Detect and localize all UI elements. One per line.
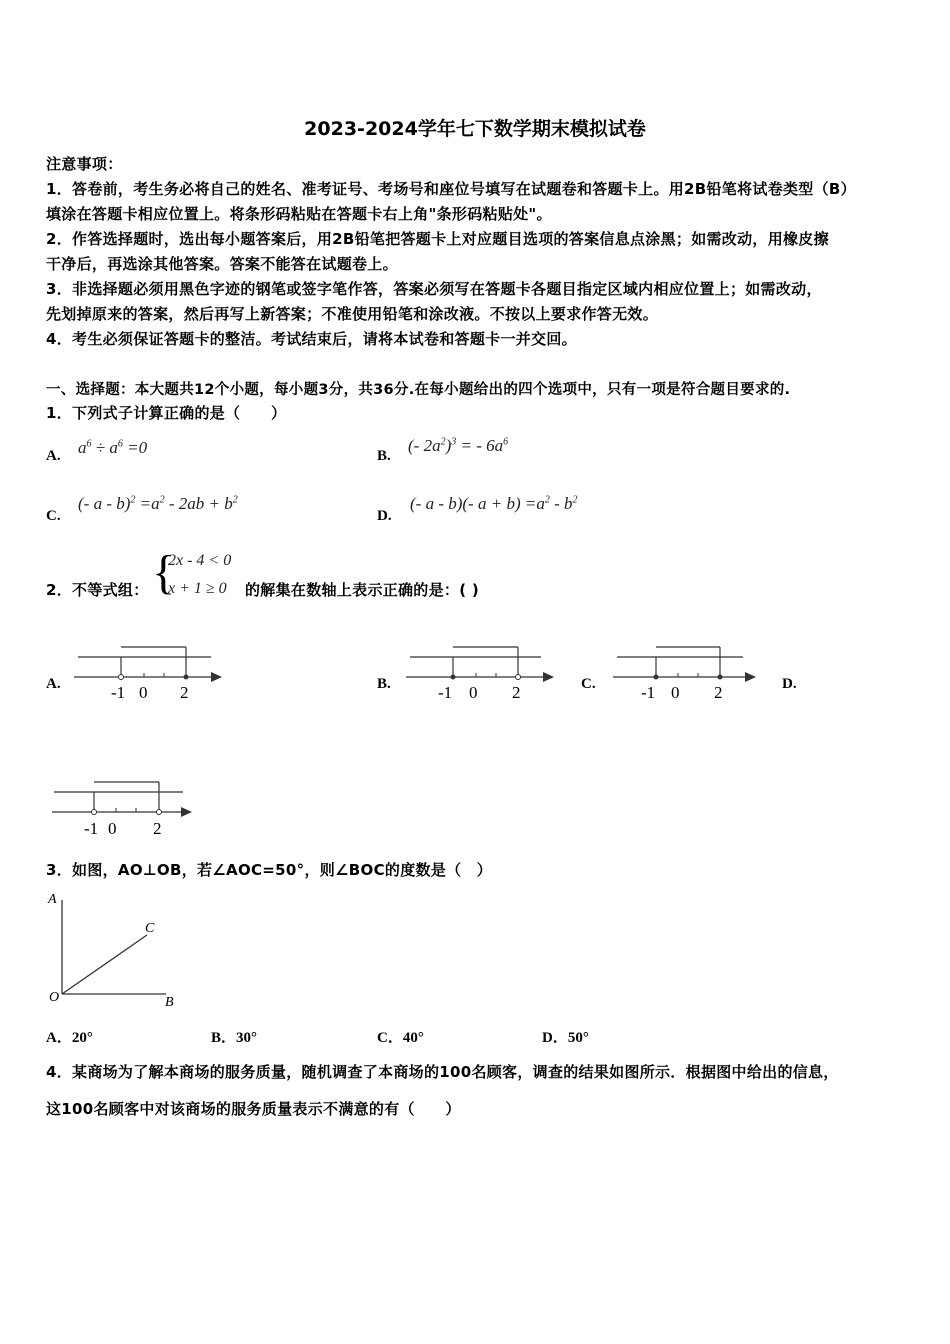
q2-number-line-b bbox=[396, 640, 561, 705]
tick-label: 0 bbox=[671, 683, 680, 702]
notice-line: 1．答卷前，考生务必将自己的姓名、准考证号、考场号和座位号填写在试题卷和答题卡上。用2B铅笔将试卷类型（B） bbox=[46, 180, 856, 198]
tick-label: 2 bbox=[153, 819, 162, 838]
notice-line: 4．考生必须保证答题卡的整洁。考试结束后，请将本试卷和答题卡一并交回。 bbox=[46, 330, 577, 348]
notice-line: 3．非选择题必须用黑色字迹的钢笔或签字笔作答，答案必须写在答题卡各题目指定区域内相应位置上；如需改动， bbox=[46, 280, 822, 298]
q3-option-c: C．40° bbox=[377, 1030, 424, 1046]
system-brace: { bbox=[152, 546, 176, 599]
tick-label: -1 bbox=[438, 683, 453, 702]
q2-option-c-label: C. bbox=[581, 676, 596, 692]
point-label-c: C bbox=[145, 921, 155, 936]
q2-number-line-c bbox=[603, 640, 763, 705]
point-label-a: A bbox=[48, 892, 57, 907]
q2-stem-prefix: 2．不等式组： bbox=[46, 581, 149, 599]
tick-label: 0 bbox=[139, 683, 148, 702]
q1-option-c-label: C. bbox=[46, 508, 61, 524]
notice-line: 先划掉原来的答案，然后再写上新答案；不准使用铅笔和涂改液。不按以上要求作答无效。 bbox=[46, 305, 659, 323]
q3-option-b: B．30° bbox=[211, 1030, 258, 1046]
q3-angle-figure bbox=[44, 888, 184, 1010]
q3-option-a: A．20° bbox=[46, 1030, 93, 1046]
tick-label: 0 bbox=[469, 683, 478, 702]
notice-line: 干净后，再选涂其他答案。答案不能答在试题卷上。 bbox=[46, 255, 398, 273]
tick-label: 2 bbox=[180, 683, 189, 702]
q2-option-b-label: B. bbox=[377, 676, 391, 692]
q2-option-a-label: A. bbox=[46, 676, 61, 692]
q1-option-b-expr: (- $2a^2)^3$ = - $6a^6$ bbox=[408, 436, 509, 455]
page-title: 2023-2024学年七下数学期末模拟试卷 bbox=[304, 118, 646, 140]
q1-option-a-label: A. bbox=[46, 448, 61, 464]
q2-number-line-d bbox=[46, 775, 196, 840]
q4-stem-line-2: 这100名顾客中对该商场的服务质量表示不满意的有（ ） bbox=[46, 1100, 461, 1118]
q1-option-b-label: B. bbox=[377, 448, 391, 464]
point-label-b: B bbox=[165, 995, 174, 1010]
q1-stem: 1．下列式子计算正确的是（ ） bbox=[46, 404, 287, 422]
q2-option-d-label: D. bbox=[782, 676, 797, 692]
section-heading: 一、选择题：本大题共12个小题，每小题3分，共36分.在每小题给出的四个选项中，只有一项是符合题目要求的. bbox=[46, 382, 791, 398]
q4-stem-line-1: 4．某商场为了解本商场的服务质量，随机调查了本商场的100名顾客，调查的结果如图所示．根据图中给出的信息， bbox=[46, 1063, 839, 1081]
tick-label: 2 bbox=[714, 683, 723, 702]
q1-option-d-expr: (- a - b)(- $a + b) =a^2 - b^2$ bbox=[410, 494, 578, 513]
notice-line: 2．作答选择题时，选出每小题答案后，用2B铅笔把答题卡上对应题目选项的答案信息点涂黑；如需改动，用橡皮擦 bbox=[46, 230, 829, 248]
notice-heading: 注意事项： bbox=[46, 155, 123, 173]
q1-option-c-expr: (- $a - b)^2 =a^2 - 2ab + b^2$ bbox=[78, 494, 238, 513]
q1-option-a-expr: $a^6 \div a^6 =0$ bbox=[78, 438, 148, 457]
notice-line: 填涂在答题卡相应位置上。将条形码粘贴在答题卡右上角"条形码粘贴处"。 bbox=[46, 205, 552, 223]
tick-label: 2 bbox=[512, 683, 521, 702]
q3-stem: 3．如图，AO⊥OB，若∠AOC=50°，则∠BOC的度数是（ ） bbox=[46, 861, 492, 879]
q2-inequality-2: x + 1 ≥ 0 bbox=[168, 580, 227, 597]
q2-number-line-a bbox=[66, 640, 226, 705]
q3-option-d: D．50° bbox=[542, 1030, 589, 1046]
point-label-o: O bbox=[49, 990, 60, 1005]
q2-inequality-1: 2x - 4 < 0 bbox=[168, 552, 232, 569]
tick-label: 0 bbox=[108, 819, 117, 838]
tick-label: -1 bbox=[84, 819, 99, 838]
q2-stem-suffix: 的解集在数轴上表示正确的是：( ) bbox=[245, 581, 480, 599]
tick-label: -1 bbox=[111, 683, 126, 702]
tick-label: -1 bbox=[641, 683, 656, 702]
q1-option-d-label: D. bbox=[377, 508, 392, 524]
